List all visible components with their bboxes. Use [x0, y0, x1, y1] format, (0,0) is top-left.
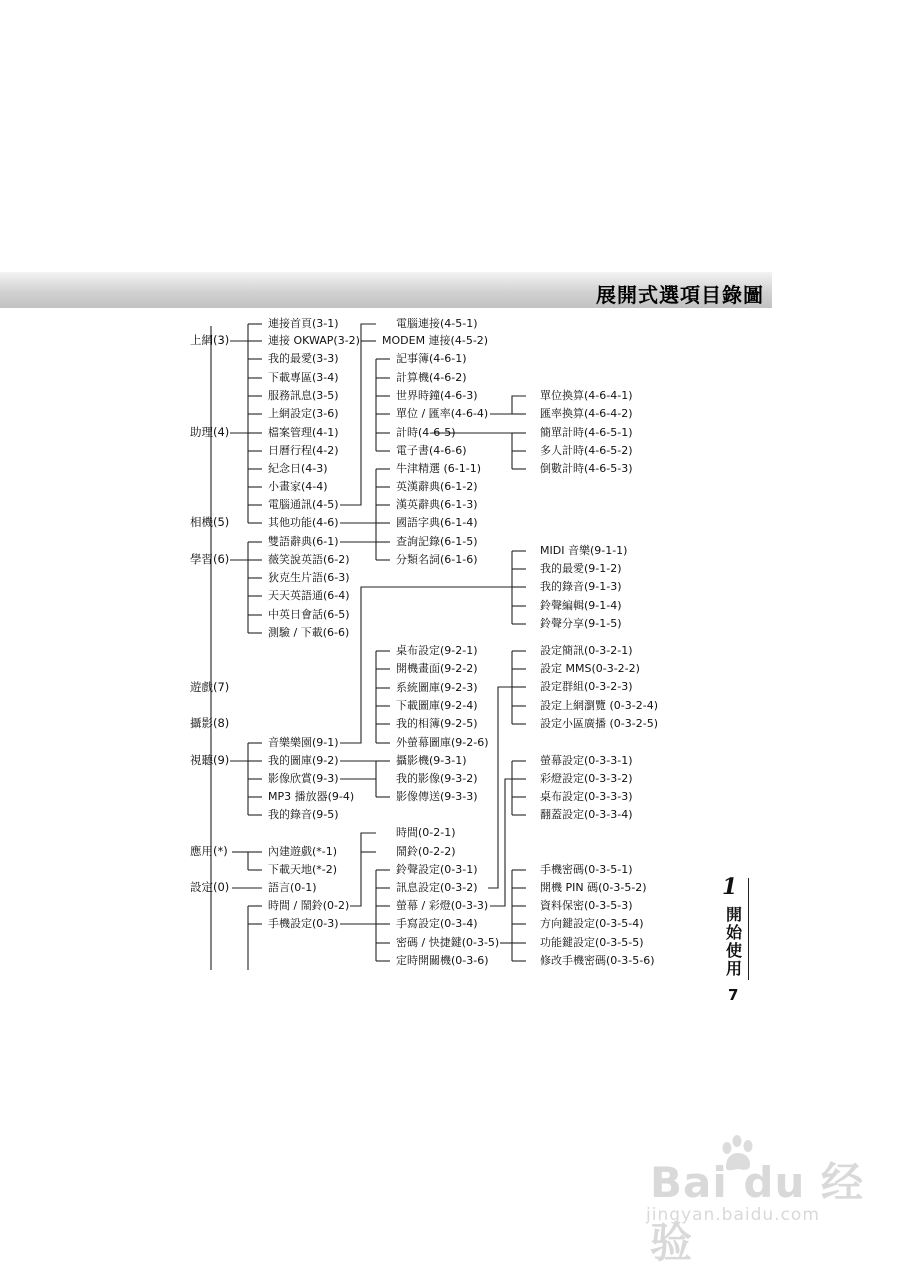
submenu-item: 牛津精選 (6-1-1)	[396, 462, 482, 475]
menu-item: 日曆行程(4-2)	[268, 444, 339, 457]
submenu-item: 世界時鐘(4-6-3)	[396, 389, 478, 402]
leaf-item: 匯率換算(4-6-4-2)	[540, 407, 633, 420]
leaf-item: 鈴聲編輯(9-1-4)	[540, 599, 622, 612]
submenu-item: 訊息設定(0-3-2)	[396, 881, 478, 894]
category-photo: 攝影(8)	[190, 716, 230, 730]
category-camera: 相機(5)	[190, 515, 230, 529]
leaf-item: 鈴聲分享(9-1-5)	[540, 617, 622, 630]
leaf-item: MIDI 音樂(9-1-1)	[540, 544, 628, 557]
watermark-url: jingyan.baidu.com	[646, 1205, 820, 1225]
category-assistant: 助理(4)	[190, 425, 230, 439]
menu-item: 我的圖庫(9-2)	[268, 754, 339, 767]
submenu-item: 攝影機(9-3-1)	[396, 754, 467, 767]
submenu-item: 開機畫面(9-2-2)	[396, 662, 478, 675]
submenu-item: 計算機(4-6-2)	[396, 371, 467, 384]
submenu-item: 鈴聲設定(0-3-1)	[396, 863, 478, 876]
menu-item: 語言(0-1)	[268, 881, 317, 894]
leaf-item: 設定群組(0-3-2-3)	[540, 680, 633, 693]
menu-item: 我的最愛(3-3)	[268, 352, 339, 365]
leaf-item: 設定簡訊(0-3-2-1)	[540, 644, 633, 657]
leaf-item: 倒數計時(4-6-5-3)	[540, 462, 633, 475]
leaf-item: 設定 MMS(0-3-2-2)	[540, 662, 640, 675]
menu-item: 連接 OKWAP(3-2)	[268, 334, 360, 347]
leaf-item: 我的最愛(9-1-2)	[540, 562, 622, 575]
submenu-item: 桌布設定(9-2-1)	[396, 644, 478, 657]
submenu-item: 時間(0-2-1)	[396, 826, 456, 839]
submenu-item: MODEM 連接(4-5-2)	[382, 334, 489, 347]
menu-item: 紀念日(4-3)	[268, 462, 328, 475]
menu-item: 其他功能(4-6)	[268, 516, 339, 529]
submenu-item: 影像傳送(9-3-3)	[396, 790, 478, 803]
leaf-item: 開機 PIN 碼(0-3-5-2)	[540, 881, 647, 894]
category-learning: 學習(6)	[190, 552, 230, 566]
menu-item: 雙語辭典(6-1)	[268, 535, 339, 548]
submenu-item: 英漢辭典(6-1-2)	[396, 480, 478, 493]
submenu-item: 外螢幕圖庫(9-2-6)	[396, 736, 489, 749]
menu-item: 手機設定(0-3)	[268, 917, 339, 930]
submenu-item: 記事簿(4-6-1)	[396, 352, 467, 365]
leaf-item: 螢幕設定(0-3-3-1)	[540, 754, 633, 767]
leaf-item: 設定小區廣播 (0-3-2-5)	[540, 717, 658, 730]
submenu-item: 鬧鈴(0-2-2)	[396, 845, 456, 858]
leaf-item: 我的錄音(9-1-3)	[540, 580, 622, 593]
submenu-item: 下載圖庫(9-2-4)	[396, 699, 478, 712]
menu-item: 時間 / 鬧鈴(0-2)	[268, 899, 350, 912]
page-number: 7	[728, 986, 739, 1004]
menu-item: 音樂樂園(9-1)	[268, 736, 339, 749]
category-net: 上網(3)	[190, 333, 230, 347]
submenu-item: 定時開關機(0-3-6)	[396, 954, 489, 967]
menu-item: 下載專區(3-4)	[268, 371, 339, 384]
submenu-item: 查詢記錄(6-1-5)	[396, 535, 478, 548]
category-settings: 設定(0)	[190, 880, 230, 894]
menu-item: 服務訊息(3-5)	[268, 389, 339, 402]
leaf-item: 資料保密(0-3-5-3)	[540, 899, 633, 912]
submenu-item: 計時(4-6-5)	[396, 426, 456, 439]
leaf-item: 簡單計時(4-6-5-1)	[540, 426, 633, 439]
submenu-item: 密碼 / 快捷鍵(0-3-5)	[396, 936, 500, 949]
leaf-item: 單位換算(4-6-4-1)	[540, 389, 633, 402]
menu-item: 狄克生片語(6-3)	[268, 571, 350, 584]
leaf-item: 方向鍵設定(0-3-5-4)	[540, 917, 644, 930]
leaf-item: 功能鍵設定(0-3-5-5)	[540, 936, 644, 949]
submenu-item: 國語字典(6-1-4)	[396, 516, 478, 529]
menu-item: 檔案管理(4-1)	[268, 426, 339, 439]
menu-item: 薇笑說英語(6-2)	[268, 553, 350, 566]
menu-item: 測驗 / 下載(6-6)	[268, 626, 350, 639]
menu-item: 上網設定(3-6)	[268, 407, 339, 420]
submenu-item: 我的影像(9-3-2)	[396, 772, 478, 785]
category-games: 遊戲(7)	[190, 680, 230, 694]
menu-item: 中英日會話(6-5)	[268, 608, 350, 621]
leaf-item: 彩燈設定(0-3-3-2)	[540, 772, 633, 785]
category-apps: 應用(*)	[190, 844, 228, 858]
menu-item: 小畫家(4-4)	[268, 480, 328, 493]
watermark-logo: Bai du 经验	[650, 1158, 864, 1267]
leaf-item: 桌布設定(0-3-3-3)	[540, 790, 633, 803]
submenu-item: 系統圖庫(9-2-3)	[396, 681, 478, 694]
submenu-item: 電子書(4-6-6)	[396, 444, 467, 457]
menu-item: 我的錄音(9-5)	[268, 808, 339, 821]
page-title: 展開式選項目錄圖	[596, 283, 764, 307]
chapter-title: 開始使用	[726, 905, 743, 978]
submenu-item: 螢幕 / 彩燈(0-3-3)	[396, 899, 489, 912]
submenu-item: 電腦連接(4-5-1)	[396, 317, 478, 330]
category-media: 視聽(9)	[190, 753, 230, 767]
submenu-item: 單位 / 匯率(4-6-4)	[396, 407, 489, 420]
menu-item: 電腦通訊(4-5)	[268, 498, 339, 511]
menu-item: 內建遊戲(*-1)	[268, 845, 338, 858]
menu-item: 影像欣賞(9-3)	[268, 772, 339, 785]
submenu-item: 我的相簿(9-2-5)	[396, 717, 478, 730]
leaf-item: 翻蓋設定(0-3-3-4)	[540, 808, 633, 821]
submenu-item: 漢英辭典(6-1-3)	[396, 498, 478, 511]
menu-item: 天天英語通(6-4)	[268, 589, 350, 602]
chapter-number: 1	[722, 874, 738, 900]
leaf-item: 多人計時(4-6-5-2)	[540, 444, 633, 457]
menu-item: MP3 播放器(9-4)	[268, 790, 355, 803]
leaf-item: 修改手機密碼(0-3-5-6)	[540, 954, 655, 967]
menu-item: 連接首頁(3-1)	[268, 317, 339, 330]
submenu-item: 手寫設定(0-3-4)	[396, 917, 478, 930]
leaf-item: 手機密碼(0-3-5-1)	[540, 863, 633, 876]
leaf-item: 設定上網瀏覽 (0-3-2-4)	[540, 699, 658, 712]
submenu-item: 分類名詞(6-1-6)	[396, 553, 478, 566]
menu-item: 下載天地(*-2)	[268, 863, 338, 876]
